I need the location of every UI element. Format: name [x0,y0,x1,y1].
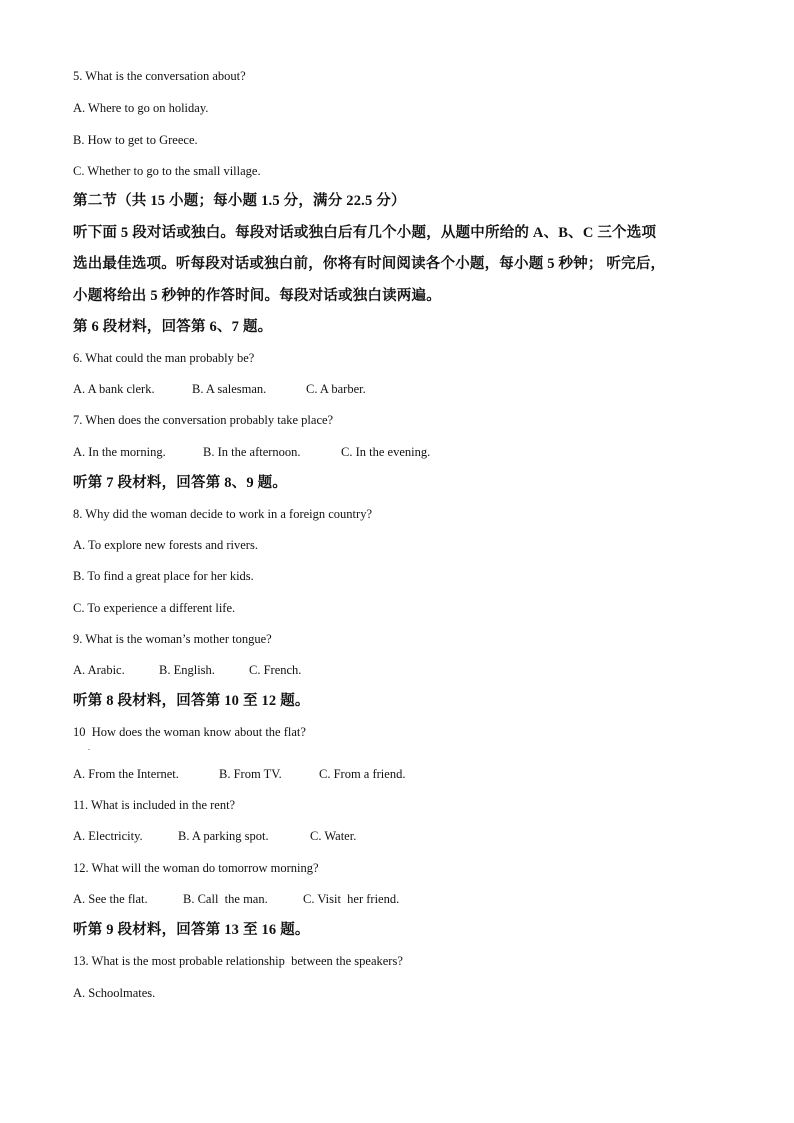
q6-option-c: C. A barber. [306,382,366,396]
q6-option-b: B. A salesman. [192,382,267,396]
q11-option-b: B. A parking spot. [178,829,269,843]
section2-instruction-1: 听下面 5 段对话或独白。每段对话或独白后有几个小题，从题中所给的 A、B、C 三个选项 [73,225,657,241]
section2-title: 第二节（共 15 小题；每小题 1.5 分，满分 22.5 分） [73,193,406,209]
q13-option-a: A. Schoolmates. [73,986,156,1000]
q7-stem: 7. When does the conversation probably take place? [73,413,334,427]
q11-stem: 11. What is included in the rent? [73,798,236,812]
q12-option-b: B. Call the man. [183,892,268,906]
material-9-heading: 听第 9 段材料，回答第 13 至 16 题。 [73,922,310,938]
q10-stray-dot: . [88,743,90,752]
q7-option-c: C. In the evening. [341,445,431,459]
q10-option-b: B. From TV. [219,767,282,781]
q7-option-b: B. In the afternoon. [203,445,301,459]
q9-stem: 9. What is the woman’s mother tongue? [73,632,272,646]
material-8-heading: 听第 8 段材料，回答第 10 至 12 题。 [73,693,310,709]
section2-instruction-3: 小题将给出 5 秒钟的作答时间。每段对话或独白读两遍。 [73,288,441,304]
section2-instruction-2: 选出最佳选项。听每段对话或独白前，你将有时间阅读各个小题，每小题 5 秒钟； 听完后， [73,256,666,272]
q6-option-a: A. A bank clerk. [73,382,155,396]
q11-option-c: C. Water. [310,829,357,843]
q8-option-a: A. To explore new forests and rivers. [73,538,258,552]
q11-option-a: A. Electricity. [73,829,143,843]
q8-stem: 8. Why did the woman decide to work in a foreign country? [73,507,372,521]
q9-option-b: B. English. [159,663,215,677]
q10-option-c: C. From a friend. [319,767,406,781]
q5-option-b: B. How to get to Greece. [73,133,198,147]
q13-stem: 13. What is the most probable relationship between the speakers? [73,954,403,968]
q5-option-c: C. Whether to go to the small village. [73,164,261,178]
q7-option-a: A. In the morning. [73,445,166,459]
q8-option-b: B. To find a great place for her kids. [73,569,254,583]
q5-stem: 5. What is the conversation about? [73,69,246,83]
q6-stem: 6. What could the man probably be? [73,351,255,365]
q12-option-a: A. See the flat. [73,892,148,906]
material-6-heading: 第 6 段材料，回答第 6、7 题。 [73,319,273,335]
q5-option-a: A. Where to go on holiday. [73,101,209,115]
material-7-heading: 听第 7 段材料，回答第 8、9 题。 [73,475,288,491]
q10-option-a: A. From the Internet. [73,767,179,781]
q10-stem: 10 How does the woman know about the flat? [73,725,306,739]
q9-option-c: C. French. [249,663,302,677]
q9-option-a: A. Arabic. [73,663,125,677]
q8-option-c: C. To experience a different life. [73,601,236,615]
q12-option-c: C. Visit her friend. [303,892,400,906]
q12-stem: 12. What will the woman do tomorrow morning? [73,861,319,875]
